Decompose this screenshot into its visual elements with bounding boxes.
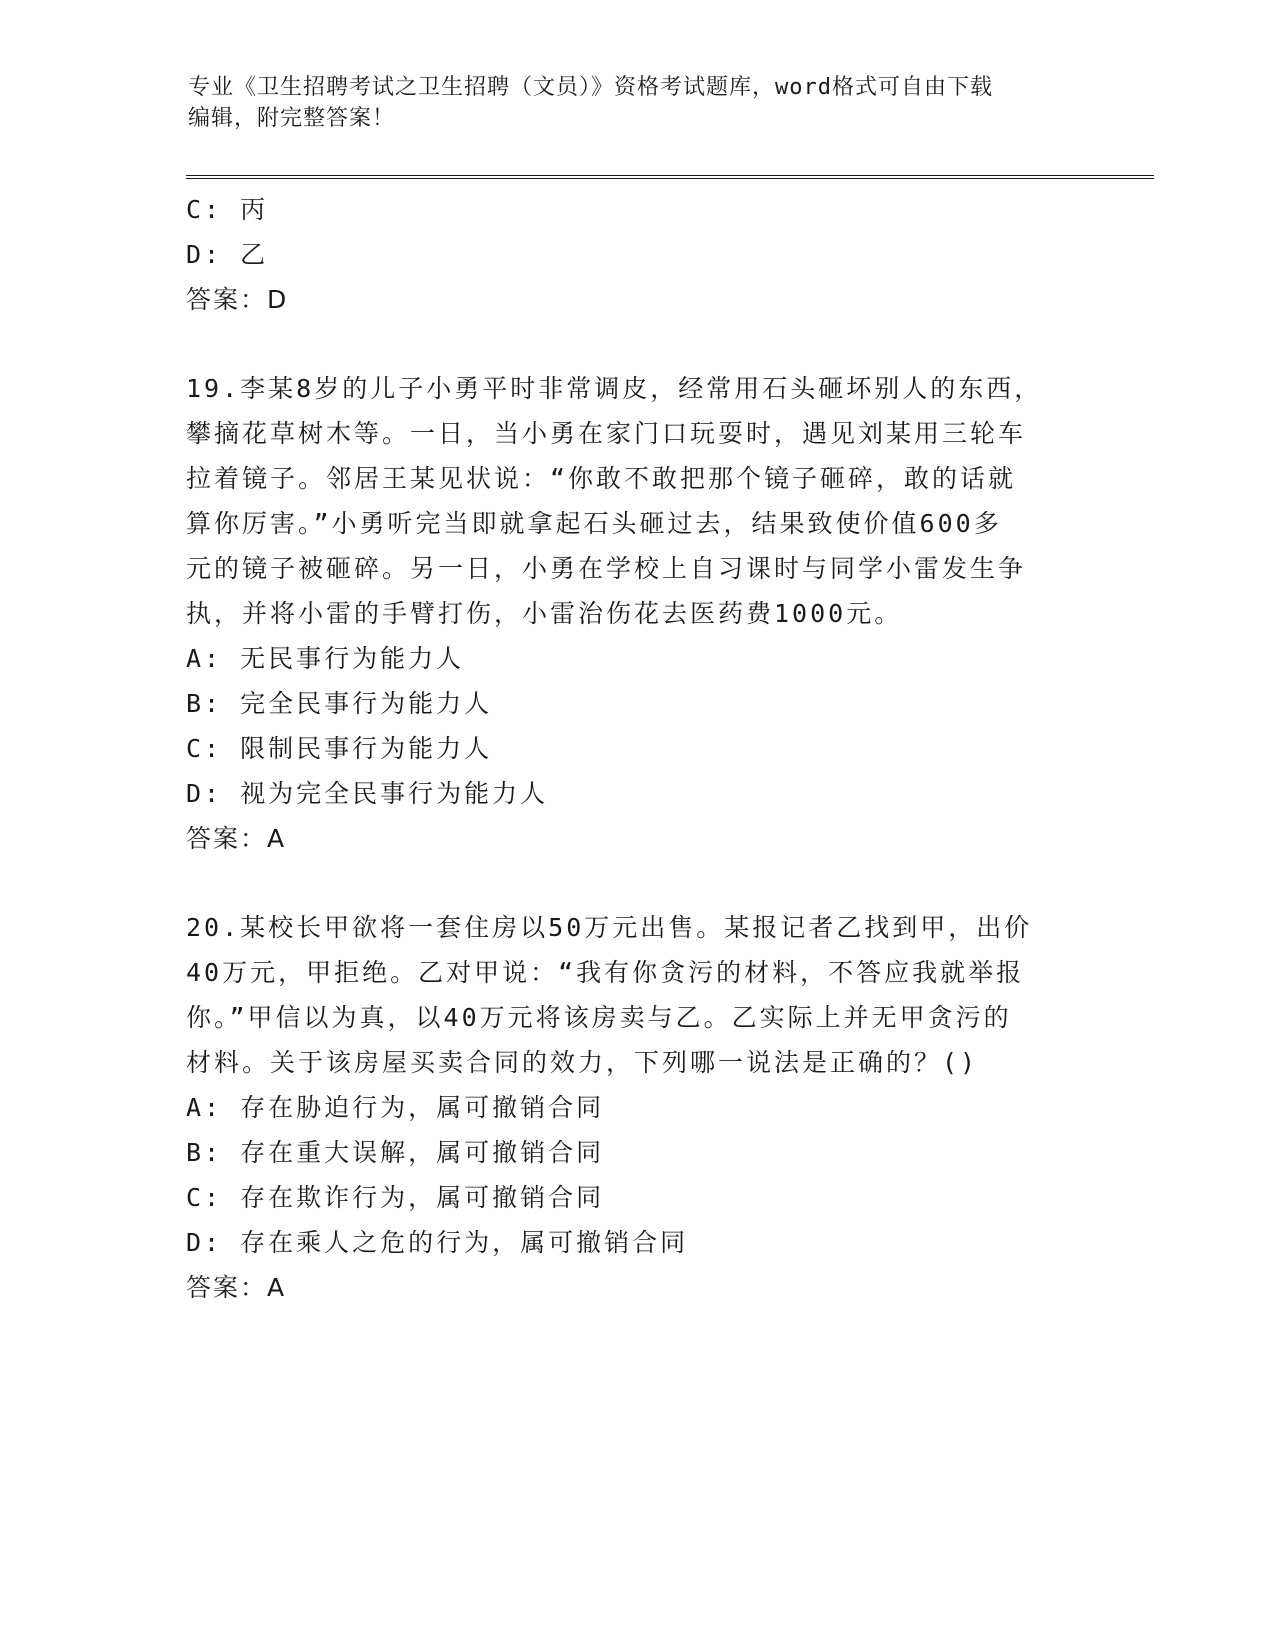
previous-question-tail [186,187,1086,322]
document-header [188,72,1068,134]
option-d: D: 乙 [186,240,269,269]
answer-line: 答案：D [186,285,289,314]
question-stem-line: 19.李某8岁的儿子小勇平时非常调皮，经常用石头砸坏别人的东西， [186,374,1043,403]
document-body [186,187,1086,1310]
header-title-line: 编辑，附完整答案！ [188,106,396,131]
question-stem-line: 执，并将小雷的手臂打伤，小雷治伤花去医药费1000元。 [186,599,903,628]
option-c: C: 丙 [186,195,269,224]
answer-line: 答案：A [186,1273,287,1302]
option-a: A: 存在胁迫行为，属可撤销合同 [186,1093,605,1122]
option-a: A: 无民事行为能力人 [186,644,465,673]
header-divider [186,175,1154,179]
question-stem-line: 40万元，甲拒绝。乙对甲说：“我有你贪污的材料，不答应我就举报 [186,958,1025,987]
question-stem-line: 算你厉害。”小勇听完当即就拿起石头砸过去，结果致使价值600多 [186,509,1002,538]
question-stem-line: 你。”甲信以为真，以40万元将该房卖与乙。乙实际上并无甲贪污的 [186,1003,1012,1032]
spacer [186,861,1086,905]
question-20 [186,905,1086,1310]
header-title-line: 专业《卫生招聘考试之卫生招聘（文员）》资格考试题库，word格式可自由下载 [188,75,993,100]
question-stem-line: 元的镜子被砸碎。另一日，小勇在学校上自习课时与同学小雷发生争 [186,554,1027,583]
spacer [186,322,1086,366]
option-b: B: 完全民事行为能力人 [186,689,493,718]
option-c: C: 限制民事行为能力人 [186,734,493,763]
question-19 [186,366,1086,861]
option-c: C: 存在欺诈行为，属可撤销合同 [186,1183,605,1212]
question-stem-line: 攀摘花草树木等。一日，当小勇在家门口玩耍时，遇见刘某用三轮车 [186,419,1027,448]
question-stem-line: 拉着镜子。邻居王某见状说：“你敢不敢把那个镜子砸碎，敢的话就 [186,464,1017,493]
answer-line: 答案：A [186,824,287,853]
option-d: D: 存在乘人之危的行为，属可撤销合同 [186,1228,689,1257]
question-stem-line: 20.某校长甲欲将一套住房以50万元出售。某报记者乙找到甲，出价 [186,913,1033,942]
option-d: D: 视为完全民事行为能力人 [186,779,549,808]
question-stem-line: 材料。关于该房屋买卖合同的效力，下列哪一说法是正确的？() [186,1048,979,1077]
option-b: B: 存在重大误解，属可撤销合同 [186,1138,605,1167]
